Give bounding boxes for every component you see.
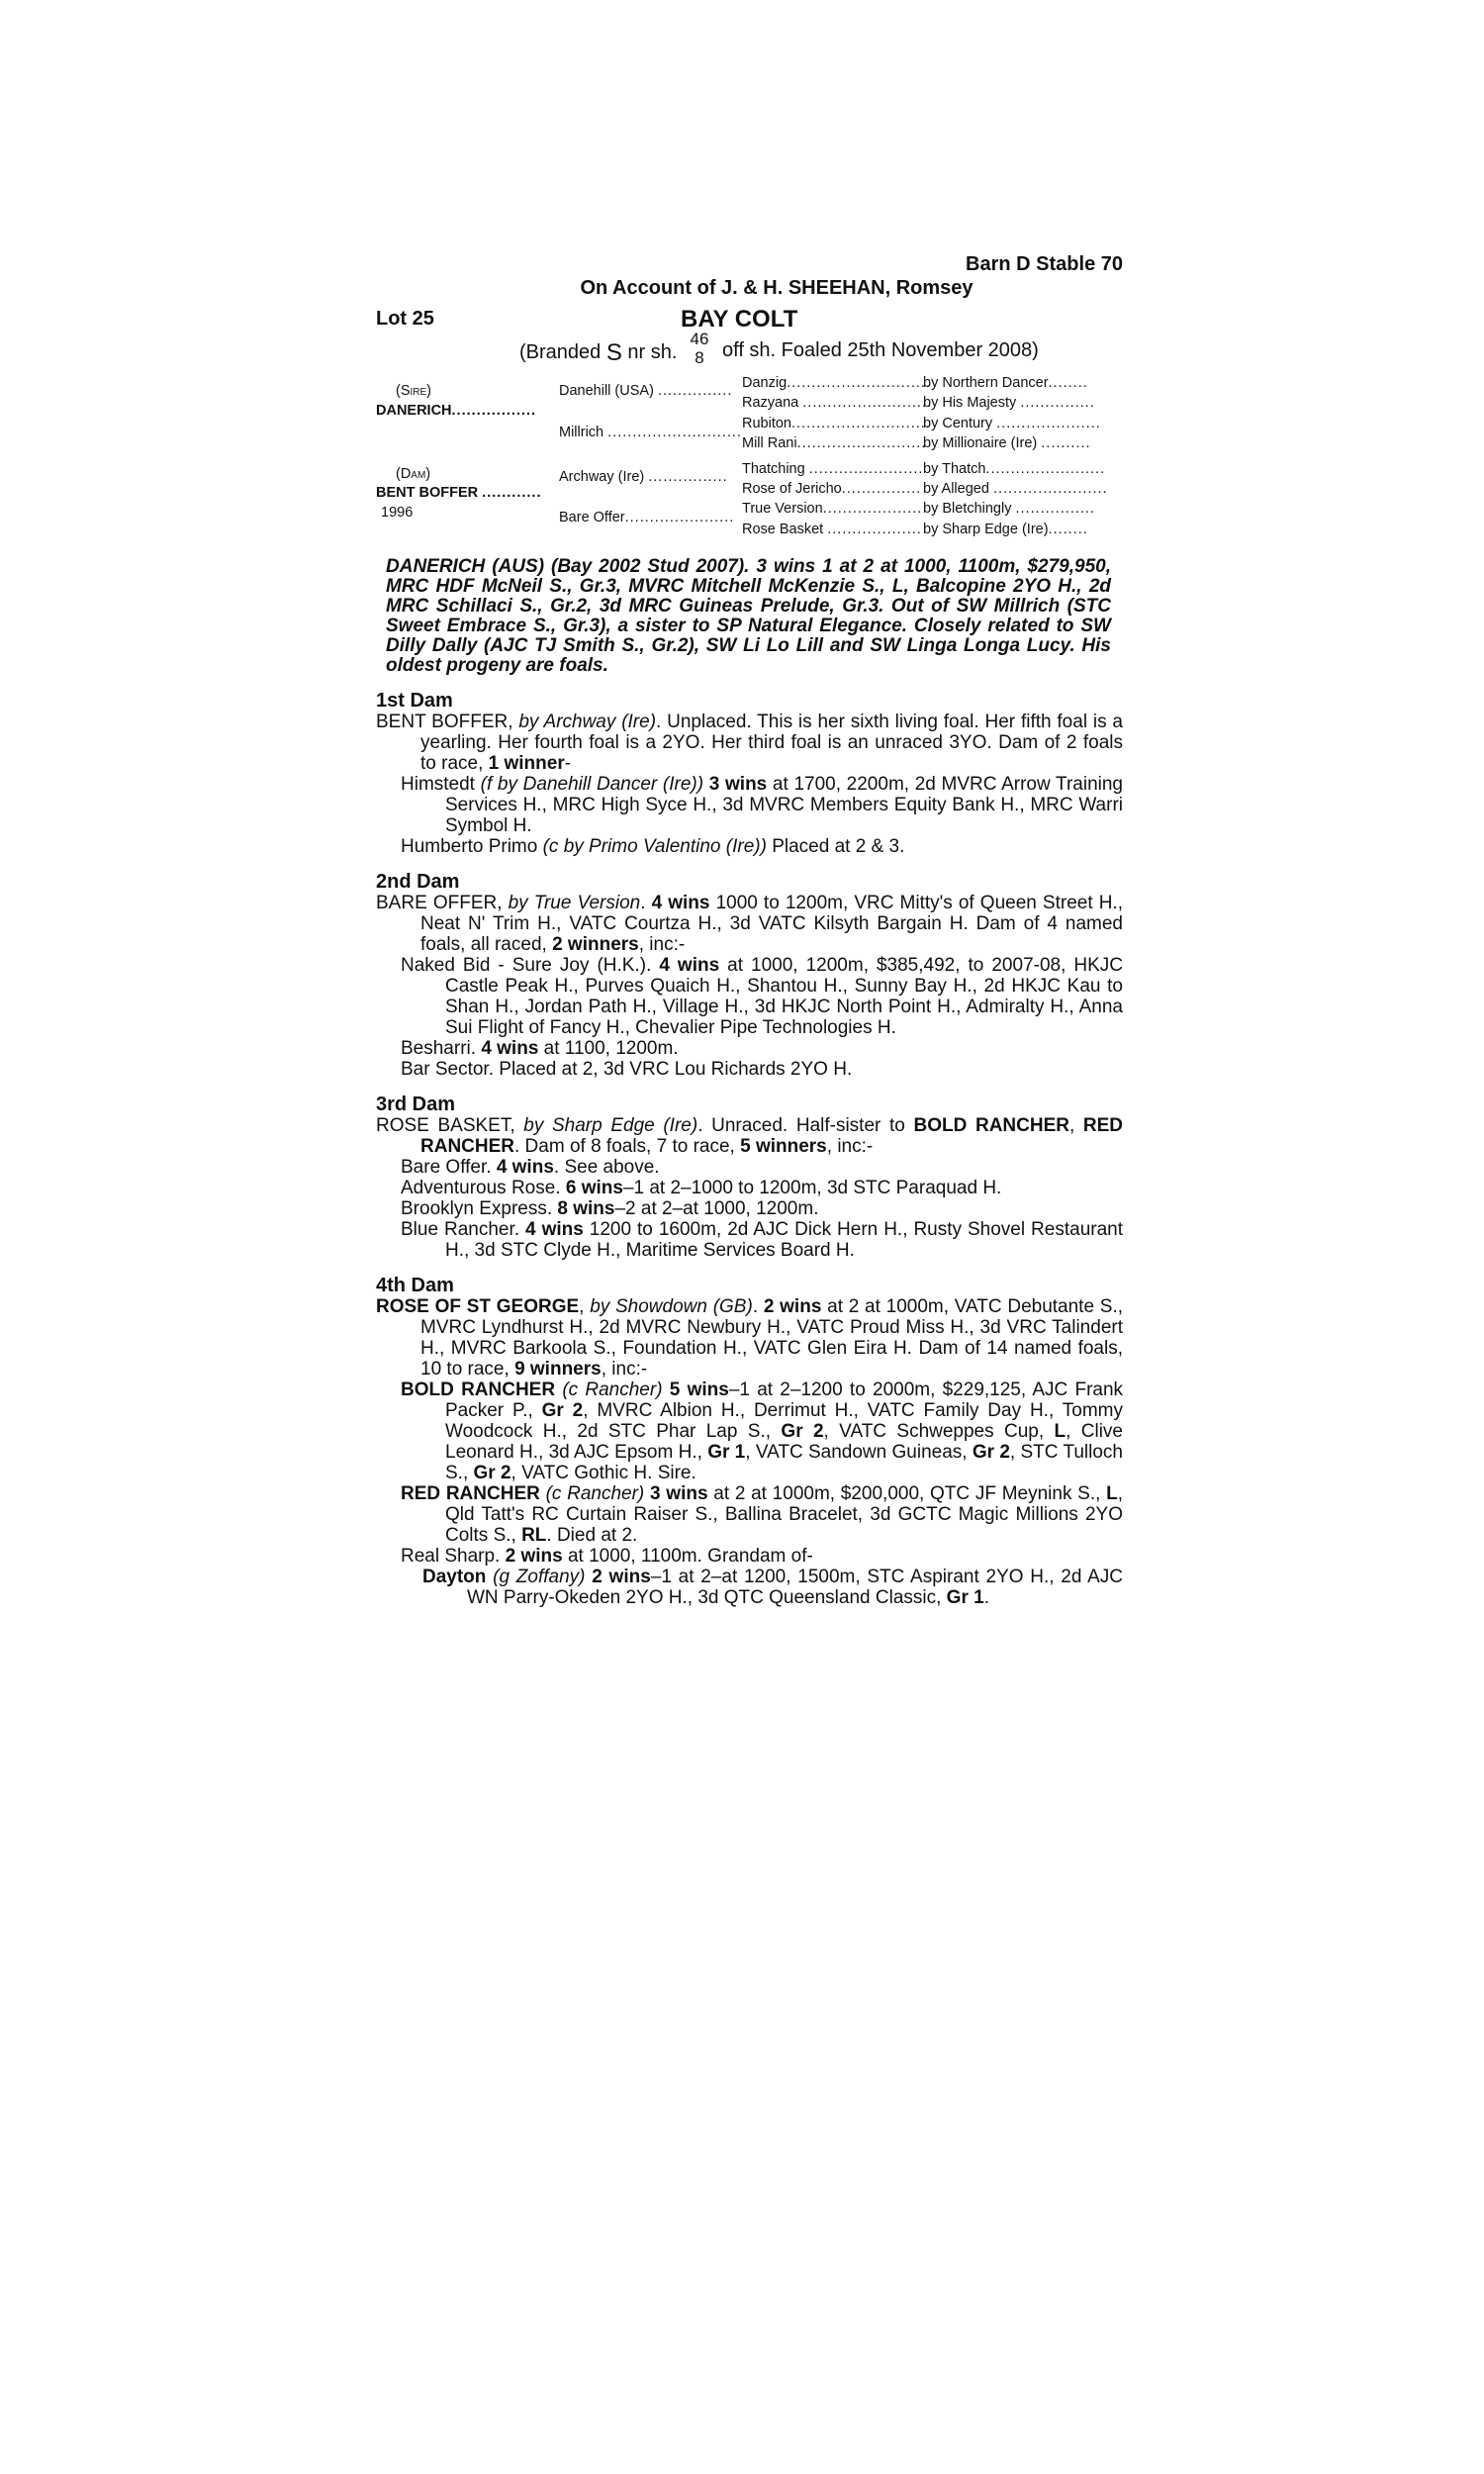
ped-gen2-4-text: Bare Offer bbox=[559, 510, 625, 525]
win-count: 3 wins bbox=[708, 774, 768, 795]
vendor-account: On Account of J. & H. SHEEHAN, Romsey bbox=[580, 277, 974, 299]
dam-sire: by Archway (Ire) bbox=[518, 712, 657, 732]
barn-stable: Barn D Stable 70 bbox=[966, 253, 1123, 275]
winner-count: 1 winner bbox=[488, 753, 565, 774]
dam-year: 1996 bbox=[381, 505, 414, 521]
ped-gen4-5: by Thatch........................ bbox=[923, 461, 1106, 477]
ped-gen4-1-text: by Northern Dancer bbox=[923, 375, 1049, 391]
progeny-entry bbox=[376, 774, 1123, 836]
sire-name-text: DANERICH bbox=[376, 403, 452, 419]
ped-gen4-5-text: by Thatch bbox=[923, 461, 986, 477]
fourth-dam-section bbox=[376, 1275, 1123, 1608]
race-grade: L bbox=[1054, 1421, 1067, 1442]
ped-gen3-2-text: Razyana bbox=[742, 395, 799, 411]
pedigree-table bbox=[376, 375, 1123, 543]
progeny-entry bbox=[376, 1219, 1123, 1261]
win-count: 4 wins bbox=[651, 893, 710, 913]
sire-label: (Sire) bbox=[396, 383, 431, 399]
entry-text: at 2 at 1000m, VATC Debutante S., MVRC Lyndhurst H., 2d MVRC Newbury H., VATC Proud Miss H., 3d VRC Talindert H., MVRC Barkoola S., Foundation H., VATC Glen Eira H. Dam of 14 named foals, 10 to race, bbox=[420, 1296, 1124, 1380]
progeny-sire: (f by Danehill Dancer (Ire)) bbox=[480, 774, 704, 795]
entry-text: . bbox=[983, 1587, 989, 1608]
entry-text: 1000 to 1200m, VRC Mitty's of Queen Street H., Neat N' Trim H., VATC Courtza H., 3d VATC Kilsyth Bargain H. Dam of 4 named foals, all raced, bbox=[420, 893, 1123, 955]
brand-number-bottom: 8 bbox=[695, 348, 704, 367]
win-count: 8 wins bbox=[557, 1198, 615, 1219]
ped-gen3-3: Rubiton............................ bbox=[742, 416, 931, 431]
ped-gen2-3: Archway (Ire) ................ bbox=[559, 469, 728, 485]
ped-gen3-2: Razyana .......................... bbox=[742, 395, 933, 411]
entry-text: at 1000, 1200m, $385,492, to 2007-08, HKJC Castle Peak H., Purves Quaich H., Shantou H., Sunny Bay H., 2d HKJC Kau to Shan H., Jordan Path H., Village H., 3d HKJC North Point H., Admiralty H., Anna Sui Flight of Fancy H., Chevalier Pipe Technologies H. bbox=[445, 955, 1124, 1038]
entry-text: , STC Tulloch S., bbox=[445, 1442, 1123, 1483]
ped-gen2-2: Millrich ........................... bbox=[559, 425, 742, 440]
dam-name: BARE OFFER, bbox=[376, 893, 509, 913]
entry-text: Brooklyn Express. bbox=[401, 1198, 558, 1219]
progeny-entry bbox=[376, 1059, 1123, 1080]
ped-gen4-7-text: by Bletchingly bbox=[923, 501, 1012, 517]
lot-row bbox=[376, 306, 1123, 335]
entry-text: . Unraced. Half-sister to bbox=[697, 1115, 914, 1136]
entry-text: . Unplaced. This is her sixth living foal. Her fifth foal is a yearling. Her fourth foal is a 2YO. Her third foal is an unraced 3YO. Dam of 2 foals to race, bbox=[420, 712, 1123, 774]
race-grade: Gr 1 bbox=[946, 1587, 984, 1608]
dam-name: BENT BOFFER, bbox=[376, 712, 519, 732]
win-count: 6 wins bbox=[565, 1178, 623, 1198]
race-grade: Gr 2 bbox=[541, 1400, 584, 1421]
brand-text bbox=[519, 339, 677, 367]
ped-gen2-2-text: Millrich bbox=[559, 425, 604, 440]
win-count: 4 wins bbox=[659, 955, 720, 976]
progeny-name: Humberto Primo bbox=[401, 836, 543, 857]
dam-name: BENT BOFFER ............ bbox=[376, 485, 542, 501]
ped-gen4-2-text: by His Majesty bbox=[923, 395, 1017, 411]
ped-gen4-8: by Sharp Edge (Ire)........ bbox=[923, 522, 1088, 537]
progeny-entry bbox=[376, 1157, 1123, 1178]
section-title: 2nd Dam bbox=[376, 871, 460, 893]
related-horse: BOLD RANCHER bbox=[913, 1115, 1069, 1136]
ped-gen3-1: Danzig............................. bbox=[742, 375, 931, 391]
sire-summary: DANERICH (AUS) (Bay 2002 Stud 2007). 3 wins 1 at 2 at 1000, 1100m, $279,950, MRC HDF McNeil S., Gr.3, MVRC Mitchell McKenzie S., L, Balcopine 2YO H., 2d MRC Schillaci S., Gr.2, 3d MRC Guineas Prelude, Gr.3. Out of SW Millrich (STC Sweet Embrace S., Gr.3), a sister to SP Natural Elegance. Closely related to SW Dilly Dally (AJC TJ Smith S., Gr.2), SW Li Lo Lill and SW Linga Longa Lucy. His oldest progeny are foals. bbox=[386, 556, 1111, 676]
entry-text: , Clive Leonard H., 3d AJC Epsom H., bbox=[445, 1421, 1123, 1463]
section-title: 1st Dam bbox=[376, 690, 453, 712]
dam-entry bbox=[376, 893, 1123, 955]
entry-text bbox=[663, 1380, 670, 1400]
entry-text: , VATC Gothic H. Sire. bbox=[510, 1463, 696, 1483]
progeny-entry bbox=[376, 955, 1123, 1038]
ped-gen3-5-text: Thatching bbox=[742, 461, 805, 477]
third-dam-section bbox=[376, 1094, 1123, 1261]
entry-text: Blue Rancher. bbox=[401, 1219, 526, 1240]
ped-gen4-3-text: by Century bbox=[923, 416, 993, 431]
progeny-sire: (c Rancher) bbox=[555, 1380, 663, 1400]
dam-name: ROSE OF ST GEORGE bbox=[376, 1296, 580, 1317]
race-grade: RL bbox=[521, 1525, 547, 1546]
dam-entry bbox=[376, 712, 1123, 774]
progeny-entry bbox=[376, 836, 1123, 857]
progeny-name: RED RANCHER bbox=[401, 1483, 540, 1504]
progeny-entry bbox=[376, 1178, 1123, 1198]
ped-gen3-8-text: Rose Basket bbox=[742, 522, 824, 537]
entry-text: . bbox=[640, 893, 652, 913]
ped-gen2-4: Bare Offer...................... bbox=[559, 510, 735, 525]
race-grade: Gr 2 bbox=[781, 1421, 824, 1442]
sire-name: DANERICH................. bbox=[376, 403, 537, 419]
brand-line bbox=[376, 330, 1123, 373]
entry-text: , bbox=[579, 1296, 591, 1317]
entry-text: , Qld Tatt's RC Curtain Raiser S., Ballina Bracelet, 3d GCTC Magic Millions 2YO Colts S., bbox=[445, 1483, 1124, 1546]
race-grade: Gr 1 bbox=[707, 1442, 746, 1463]
related-horse: RED RANCHER bbox=[420, 1115, 1124, 1157]
ped-gen3-6-text: Rose of Jericho bbox=[742, 481, 842, 497]
entry-text: Real Sharp. bbox=[401, 1546, 506, 1567]
progeny-entry bbox=[376, 1198, 1123, 1219]
win-count: 3 wins bbox=[650, 1483, 708, 1504]
race-grade: L bbox=[1106, 1483, 1118, 1504]
entry-text: , VATC Schweppes Cup, bbox=[823, 1421, 1055, 1442]
progeny-entry bbox=[376, 1483, 1123, 1546]
entry-text: . Died at 2. bbox=[546, 1525, 638, 1546]
entry-text: Placed at 2 & 3. bbox=[766, 836, 905, 857]
ped-gen4-4-text: by Millionaire (Ire) bbox=[923, 435, 1038, 451]
brand-nr: nr sh. bbox=[627, 341, 678, 363]
entry-text: . bbox=[752, 1296, 764, 1317]
ped-gen4-6-text: by Alleged bbox=[923, 481, 989, 497]
progeny-name: BOLD RANCHER bbox=[401, 1380, 556, 1400]
entry-text: 1200 to 1600m, 2d AJC Dick Hern H., Rusty Shovel Restaurant H., 3d STC Clyde H., Maritime Services Board H. bbox=[445, 1219, 1123, 1261]
lot-number: Lot 25 bbox=[376, 308, 434, 330]
brand-prefix: (Branded bbox=[519, 341, 602, 363]
dam-entry bbox=[376, 1115, 1123, 1157]
win-count: 4 wins bbox=[525, 1219, 584, 1240]
dam-name-text: BENT BOFFER bbox=[376, 485, 479, 501]
entry-text: , VATC Sandown Guineas, bbox=[745, 1442, 973, 1463]
horse-description: BAY COLT bbox=[681, 306, 798, 333]
ped-gen3-4-text: Mill Rani bbox=[742, 435, 797, 451]
ped-gen4-2: by His Majesty ............... bbox=[923, 395, 1095, 411]
win-count: 4 wins bbox=[496, 1157, 554, 1178]
brand-number-top: 46 bbox=[690, 330, 709, 348]
entry-text: –1 at 2–at 1200, 1500m, STC Aspirant 2YO H., 2d AJC WN Parry-Okeden 2YO H., 3d QTC Queensland Classic, bbox=[467, 1567, 1123, 1608]
dam-entry bbox=[376, 1296, 1123, 1380]
ped-gen3-6: Rose of Jericho................ bbox=[742, 481, 922, 497]
entry-text: , inc:- bbox=[601, 1359, 648, 1380]
progeny-sire: (c by Primo Valentino (Ire)) bbox=[542, 836, 767, 857]
entry-text: –1 at 2–1000 to 1200m, 3d STC Paraquad H. bbox=[622, 1178, 1002, 1198]
race-grade: Gr 2 bbox=[473, 1463, 511, 1483]
entry-text: - bbox=[564, 753, 572, 774]
second-dam-section bbox=[376, 871, 1123, 1080]
winner-count: 9 winners bbox=[514, 1359, 602, 1380]
first-dam-section bbox=[376, 690, 1123, 857]
win-count: 2 wins bbox=[763, 1296, 822, 1317]
progeny-name: Himstedt bbox=[401, 774, 481, 795]
ped-gen4-3: by Century ..................... bbox=[923, 416, 1101, 431]
race-grade: Gr 2 bbox=[972, 1442, 1010, 1463]
entry-text: at 1100, 1200m. bbox=[538, 1038, 679, 1059]
win-count: 4 wins bbox=[481, 1038, 539, 1059]
winner-count: 5 winners bbox=[740, 1136, 827, 1157]
section-title: 3rd Dam bbox=[376, 1094, 456, 1115]
catalogue-page bbox=[376, 252, 1123, 1608]
ped-gen2-3-text: Archway (Ire) bbox=[559, 469, 645, 485]
progeny-sire: (g Zoffany) bbox=[486, 1567, 586, 1587]
win-count: 5 wins bbox=[669, 1380, 729, 1400]
ped-gen3-1-text: Danzig bbox=[742, 375, 788, 391]
brand-mark-icon: S bbox=[605, 339, 622, 366]
brand-number bbox=[688, 330, 711, 367]
entry-text: at 2 at 1000m, $200,000, QTC JF Meynink S., bbox=[707, 1483, 1107, 1504]
entry-text: Bar Sector. Placed at 2, 3d VRC Lou Richards 2YO H. bbox=[401, 1059, 853, 1080]
entry-text: –1 at 2–1200 to 2000m, $229,125, AJC Frank Packer P., bbox=[445, 1380, 1124, 1421]
entry-text: , MVRC Albion H., Derrimut H., VATC Family Day H., Tommy Woodcock H., 2d STC Phar Lap S., bbox=[445, 1400, 1123, 1442]
entry-text: at 1000, 1100m. Grandam of- bbox=[562, 1546, 813, 1567]
dam-name: ROSE BASKET, bbox=[376, 1115, 524, 1136]
entry-text: Adventurous Rose. bbox=[401, 1178, 566, 1198]
entry-text: . Dam of 8 foals, 7 to race, bbox=[514, 1136, 741, 1157]
dam-sire: by True Version bbox=[508, 893, 641, 913]
winner-count: 2 winners bbox=[552, 934, 639, 955]
entry-text: Besharri. bbox=[401, 1038, 482, 1059]
section-title: 4th Dam bbox=[376, 1275, 454, 1296]
progeny-entry bbox=[376, 1546, 1123, 1567]
progeny-sire: (c Rancher) bbox=[539, 1483, 645, 1504]
ped-gen3-4: Mill Rani.......................... bbox=[742, 435, 927, 451]
ped-gen3-3-text: Rubiton bbox=[742, 416, 791, 431]
ped-gen3-5: Thatching ....................... bbox=[742, 461, 924, 477]
ped-gen3-7: True Version.................... bbox=[742, 501, 923, 517]
ped-gen4-6: by Alleged ....................... bbox=[923, 481, 1108, 497]
entry-text: , inc:- bbox=[826, 1136, 874, 1157]
grandprogeny-entry bbox=[376, 1567, 1123, 1608]
ped-gen3-8: Rose Basket ................... bbox=[742, 522, 922, 537]
entry-text: . See above. bbox=[553, 1157, 660, 1178]
win-count: 2 wins bbox=[592, 1567, 651, 1587]
win-count: 2 wins bbox=[505, 1546, 563, 1567]
progeny-entry bbox=[376, 1380, 1123, 1483]
progeny-entry bbox=[376, 1038, 1123, 1059]
entry-text: Bare Offer. bbox=[401, 1157, 497, 1178]
progeny-name: Dayton bbox=[422, 1567, 487, 1587]
ped-gen2-1: Danehill (USA) ............... bbox=[559, 383, 733, 399]
ped-gen2-1-text: Danehill (USA) bbox=[559, 383, 654, 399]
ped-gen4-4: by Millionaire (Ire) .......... bbox=[923, 435, 1091, 451]
brand-foaled: off sh. Foaled 25th November 2008) bbox=[722, 339, 1039, 361]
entry-text: Naked Bid - Sure Joy (H.K.). bbox=[401, 955, 660, 976]
ped-gen3-7-text: True Version bbox=[742, 501, 823, 517]
dam-label: (Dam) bbox=[396, 466, 431, 482]
entry-text: , bbox=[1068, 1115, 1083, 1136]
ped-gen4-1: by Northern Dancer........ bbox=[923, 375, 1088, 391]
dam-sire: by Sharp Edge (Ire) bbox=[523, 1115, 698, 1136]
entry-text: –2 at 2–at 1000, 1200m. bbox=[614, 1198, 819, 1219]
ped-gen4-8-text: by Sharp Edge (Ire) bbox=[923, 522, 1049, 537]
ped-gen4-7: by Bletchingly ................ bbox=[923, 501, 1095, 517]
dam-sire: by Showdown (GB) bbox=[590, 1296, 753, 1317]
entry-text: at 1700, 2200m, 2d MVRC Arrow Training Services H., MRC High Syce H., 3d MVRC Members Equity Bank H., MRC Warri Symbol H. bbox=[445, 774, 1123, 836]
entry-text: , inc:- bbox=[638, 934, 686, 955]
